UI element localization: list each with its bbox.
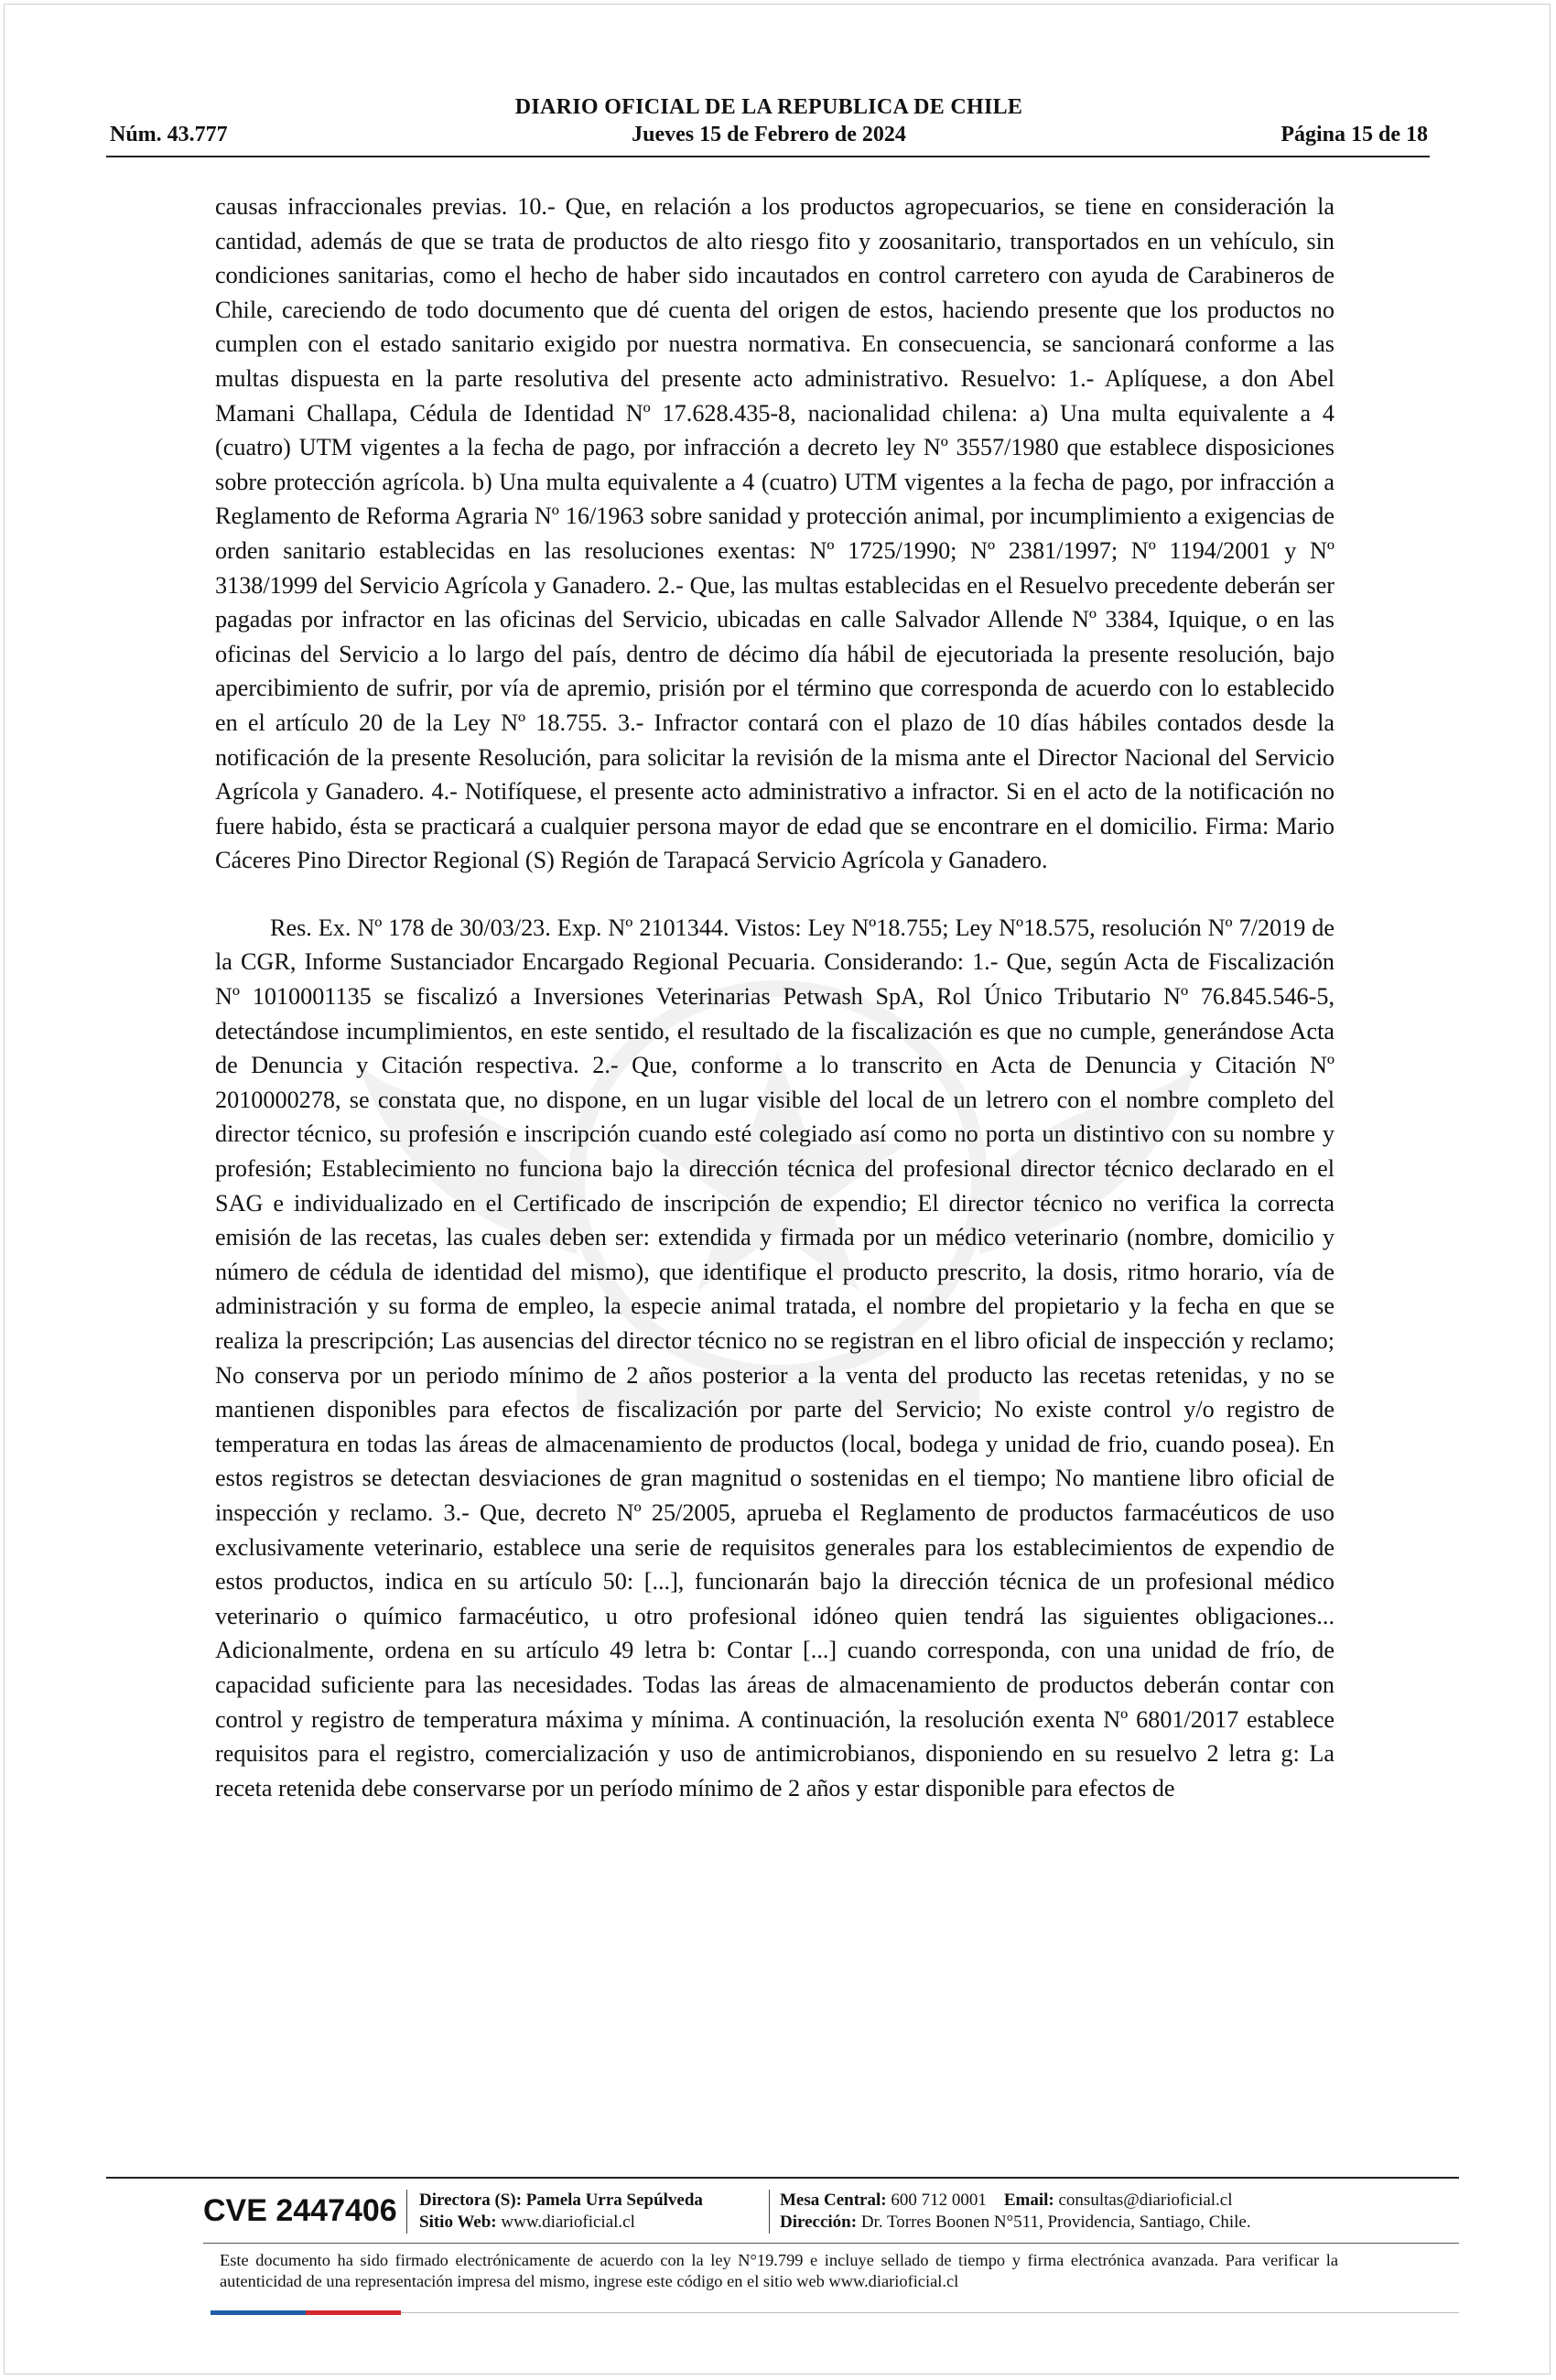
page-indicator: Página 15 de 18 [1280, 123, 1428, 146]
footer-separator [406, 2190, 407, 2234]
email-link[interactable]: consultas@diarioficial.cl [1058, 2191, 1233, 2210]
electronic-signature-notice: Este documento ha sido firmado electrónicamente de acuerdo con la ley N°19.799 e incluye sellado de tiempo y firma electrónica avanzada. Para verificar la autenticidad de una representación impresa del mismo, ingrese este código en el sitio web www.diarioficial.cl [220, 2251, 1338, 2290]
paragraph-resolution-178: Res. Ex. Nº 178 de 30/03/23. Exp. Nº 2101344. Vistos: Ley Nº18.755; Ley Nº18.575, resolución Nº 7/2019 de la CGR, Informe Sustanciador Encargado Regional Pecuaria. Considerando: 1.- Que, según Acta de Fiscalización Nº 1010001135 se fiscalizó a Inversiones Veterinarias Petwash SpA, Rol Único Tributario Nº 76.845.546-5, detectándose incumplimientos, en este sentido, el resultado de la fiscalización es que no cumple, generándose Acta de Denuncia y Citación respectiva. 2.- Que, conforme a lo transcrito en Acta de Denuncia y Citación Nº 2010000278, se constata que, no dispone, en un lugar visible del local de un letrero con el nombre completo del director técnico, su profesión e inscripción cuando esté colegiado así como no porta un distintivo con su nombre y profesión; Establecimiento no funciona bajo la dirección técnica del profesional director técnico declarado en el SAG e individualizado en el Certificado de inscripción de expendio; El director técnico no verifica la correcta emisión de las recetas, las cuales deben ser: extendida y firmada por un médico veterinario (nombre, domicilio y número de cédula de identidad del mismo), que identifique el producto prescrito, la dosis, ritmo horario, vía de administración y su forma de empleo, la especie animal tratada, el nombre del propietario y la fecha en que se realiza la prescripción; Las ausencias del director técnico no se registran en el libro oficial de inspección y reclamo; No conserva por un periodo mínimo de 2 años posterior a la venta del producto las recetas retenidas, y no se mantienen disponibles para efectos de fiscalización por parte del Servicio; No existe control y/o registro de temperatura en todas las áreas de almacenamiento de productos (local, bodega y unidad de frio, cuando posea). En estos registros se detectan desviaciones de gran magnitud o sostenidas en el tiempo; No mantiene libro oficial de inspección y reclamo. 3.- Que, decreto Nº 25/2005, aprueba el Reglamento de productos farmacéuticos de uso exclusivamente veterinario, establece una serie de requisitos generales para los establecimientos de expendio de estos productos, indica en su artículo 50: [...], funcionarán bajo la dirección técnica de un profesional médico veterinario o químico farmacéutico, u otro profesional idóneo quien tendrá las siguientes obligaciones... Adicionalmente, ordena en su artículo 49 letra b: Contar [...] cuando corresponda, con una unidad de frío, de capacidad suficiente para las necesidades. Todas las áreas de almacenamiento de productos deberán contar con control y registro de temperatura máxima y mínima. A continuación, la resolución exenta Nº 6801/2017 establece requisitos para el registro, comercialización y uso de antimicrobianos, disponiendo en su resuelvo 2 letra g: La receta retenida debe conservarse por un período mínimo de 2 años y estar disponible para efectos de [215, 914, 1334, 1801]
footer-contact-right [780, 2190, 1251, 2234]
phone-label: Mesa Central: [780, 2191, 887, 2210]
paragraph-continuation: causas infraccionales previas. 10.- Que, en relación a los productos agropecuarios, se tiene en consideración la cantidad, además de que se trata de productos de alto riesgo fito y zoosanitario, transportados en un vehículo, sin condiciones sanitarias, como el hecho de haber sido incautados en control carretero con ayuda de Carabineros de Chile, careciendo de todo documento que dé cuenta del origen de estos, haciendo presente que los productos no cumplen con el estado sanitario exigido por nuestra normativa. En consecuencia, se sancionará conforme a las multas dispuesta en la parte resolutiva del presente acto administrativo. Resuelvo: 1.- Aplíquese, a don Abel Mamani Challapa, Cédula de Identidad Nº 17.628.435-8, nacionalidad chilena: a) Una multa equivalente a 4 (cuatro) UTM vigentes a la fecha de pago, por infracción a decreto ley Nº 3557/1980 que establece disposiciones sobre protección agrícola. b) Una multa equivalente a 4 (cuatro) UTM vigentes a la fecha de pago, por infracción a Reglamento de Reforma Agraria Nº 16/1963 sobre sanidad y protección animal, por incumplimiento a exigencias de orden sanitario establecidas en las resoluciones exentas: Nº 1725/1990; Nº 2381/1997; Nº 1194/2001 y Nº 3138/1999 del Servicio Agrícola y Ganadero. 2.- Que, las multas establecidas en el Resuelvo precedente deberán ser pagadas por infractor en las oficinas del Servicio, ubicadas en calle Salvador Allende Nº 3384, Iquique, o en las oficinas del Servicio a lo largo del país, dentro de décimo día hábil de ejecutoriada la presente resolución, bajo apercibimiento de sufrir, por vía de apremio, prisión por el término que corresponda de acuerdo con lo establecido en el artículo 20 de la Ley Nº 18.755. 3.- Infractor contará con el plazo de 10 días hábiles contados desde la notificación de la presente Resolución, para solicitar la revisión de la misma ante el Director Nacional del Servicio Agrícola y Ganadero. 4.- Notifíquese, el presente acto administrativo a infractor. Si en el acto de la notificación no fuere habido, ésta se practicará a cualquier persona mayor de edad que se encontrare en el domicilio. Firma: Mario Cáceres Pino Director Regional (S) Región de Tarapacá Servicio Agrícola y Ganadero. [215, 193, 1334, 874]
header-info-row [110, 123, 1428, 150]
flag-stripe-line [401, 2312, 1459, 2313]
flag-stripe-red [306, 2310, 401, 2315]
email-label: Email: [1003, 2191, 1054, 2210]
director-name: Pamela Urra Sepúlveda [525, 2191, 703, 2210]
footer-separator [769, 2190, 770, 2234]
page-header [110, 92, 1428, 156]
address-label: Dirección: [780, 2212, 858, 2232]
issue-number: Núm. 43.777 [110, 123, 228, 146]
page-footer [203, 2184, 1375, 2239]
publication-date: Jueves 15 de Febrero de 2024 [632, 123, 906, 146]
director-label: Directora (S): [419, 2191, 523, 2210]
phone-value: 600 712 0001 [891, 2191, 987, 2210]
newspaper-title: DIARIO OFICIAL DE LA REPUBLICA DE CHILE [514, 95, 1023, 119]
footer-divider-bottom [203, 2243, 1459, 2244]
cve-code: CVE 2447406 [203, 2193, 397, 2228]
flag-stripe-blue [211, 2310, 306, 2315]
website-label: Sitio Web: [419, 2212, 497, 2232]
address-value: Dr. Torres Boonen N°511, Providencia, Santiago, Chile. [860, 2212, 1251, 2232]
footer-contact-left [419, 2190, 703, 2234]
footer-divider-top [106, 2177, 1459, 2179]
website-link[interactable]: www.diarioficial.cl [501, 2212, 635, 2232]
legal-notice [220, 2250, 1338, 2292]
header-divider [106, 156, 1430, 157]
document-body [215, 189, 1334, 1805]
